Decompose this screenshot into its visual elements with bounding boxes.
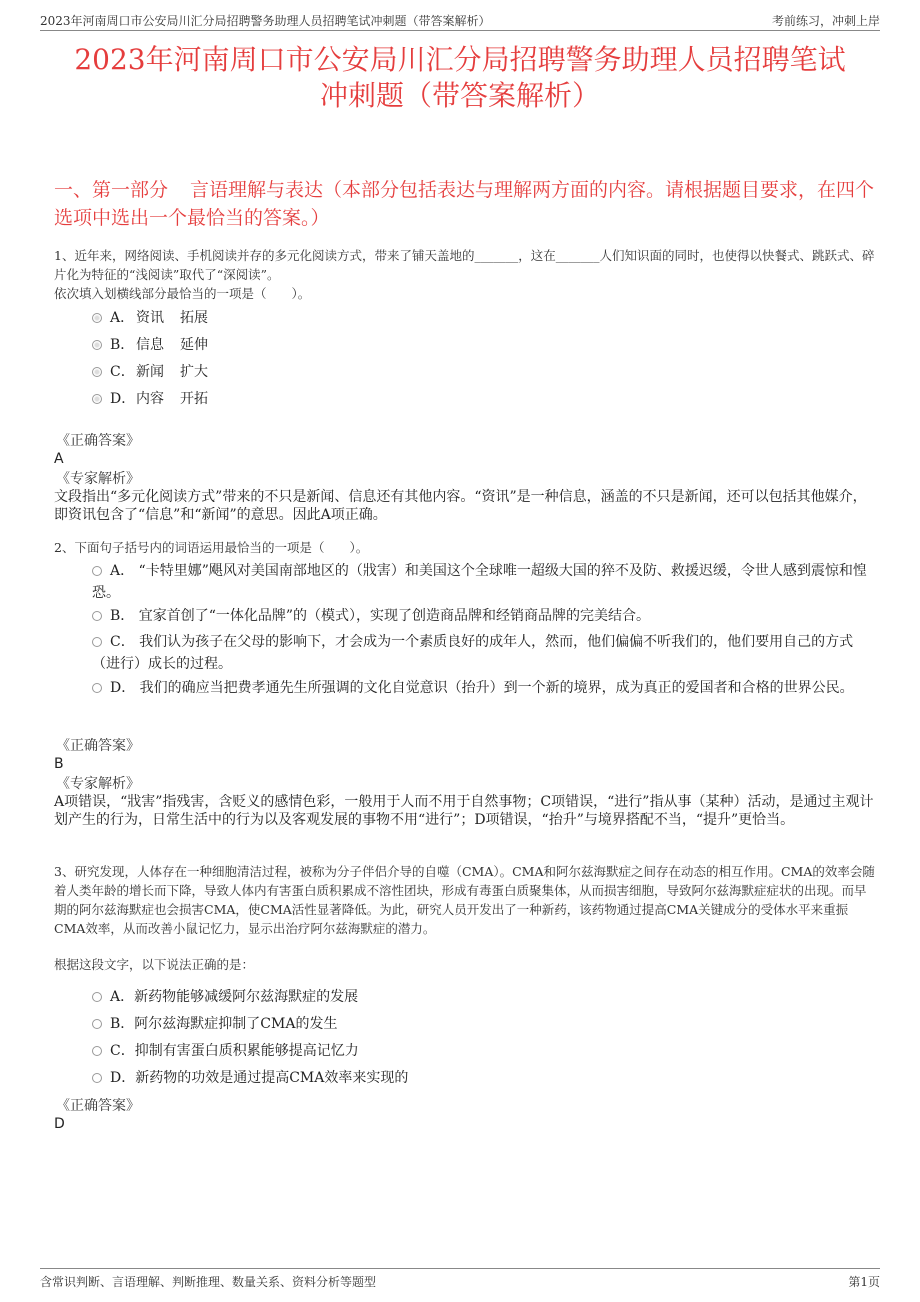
question-1-stem xyxy=(54,246,876,303)
q1-answer-label: 《正确答案》 xyxy=(56,433,140,449)
option-word-2: 拓展 xyxy=(180,310,208,326)
option-key: D． xyxy=(110,391,136,407)
page-header xyxy=(40,8,880,31)
title-line-2: 冲刺题（带答案解析） xyxy=(319,79,600,112)
option-key: A． xyxy=(110,310,135,326)
page-title xyxy=(40,42,880,114)
option-word-1: 内容 xyxy=(136,391,164,407)
q3-option-d[interactable] xyxy=(92,1067,876,1089)
q2-option-c[interactable] xyxy=(92,631,876,675)
q1-option-b[interactable] xyxy=(92,333,208,357)
radio-icon[interactable] xyxy=(92,1073,102,1083)
option-key: C． xyxy=(110,364,135,380)
page-number: 第1页 xyxy=(848,1275,880,1289)
q2-analysis-label: 《专家解析》 xyxy=(56,776,140,792)
option-text: C． 我们认为孩子在父母的影响下，才会成为一个素质良好的成年人，然而，他们偏偏不听我们的，他们要用自己的方式（进行）成长的过程。 xyxy=(92,634,854,672)
option-text: B．阿尔兹海默症抑制了CMA的发生 xyxy=(110,1016,338,1032)
radio-icon[interactable] xyxy=(92,1046,102,1056)
q1-analysis: 文段指出“多元化阅读方式”带来的不只是新闻、信息还有其他内容。“资讯”是一种信息，涵盖的不只是新闻，还可以包括其他媒介，即资讯包含了“信息”和“新闻”的意思。因此A项正确。 xyxy=(54,489,867,523)
q1-prompt: 依次填入划横线部分最恰当的一项是（ ）。 xyxy=(54,286,311,301)
q3-prompt: 根据这段文字，以下说法正确的是： xyxy=(54,957,255,972)
option-word-2: 扩大 xyxy=(180,364,208,380)
q1-option-c[interactable] xyxy=(92,360,208,384)
option-key: B． xyxy=(110,337,135,353)
q2-option-a[interactable] xyxy=(92,560,876,604)
radio-icon[interactable] xyxy=(92,367,102,377)
q2-option-b[interactable] xyxy=(92,605,876,627)
option-text: C．抑制有害蛋白质积累能够提高记忆力 xyxy=(110,1043,359,1059)
q3-option-a[interactable] xyxy=(92,986,876,1008)
section-heading xyxy=(54,176,876,232)
header-doc-title: 2023年河南周口市公安局川汇分局招聘警务助理人员招聘笔试冲刺题（带答案解析） xyxy=(40,14,491,28)
q2-option-d[interactable] xyxy=(92,677,876,699)
header-slogan: 考前练习，冲刺上岸 xyxy=(771,14,880,28)
radio-icon[interactable] xyxy=(92,394,102,404)
radio-icon[interactable] xyxy=(92,637,102,647)
q1-option-a[interactable] xyxy=(92,306,208,330)
option-word-2: 延伸 xyxy=(180,337,208,353)
option-word-1: 新闻 xyxy=(136,364,164,380)
page-footer xyxy=(40,1268,880,1291)
q3-answer: D xyxy=(54,1116,65,1132)
radio-icon[interactable] xyxy=(92,566,102,576)
section-part: 一、第一部分 xyxy=(54,179,169,201)
q2-answer: B xyxy=(54,756,64,772)
option-text: B． 宜家首创了“一体化品牌”的（模式），实现了创造商品牌和经销商品牌的完美结合。 xyxy=(110,608,651,624)
option-text: D． 我们的确应当把费孝通先生所强调的文化自觉意识（抬升）到一个新的境界，成为真正的爱国者和合格的世界公民。 xyxy=(110,680,854,696)
q3-option-c[interactable] xyxy=(92,1040,876,1062)
q2-answer-label: 《正确答案》 xyxy=(56,738,140,754)
q2-analysis: A项错误，“戕害”指残害，含贬义的感情色彩，一般用于人而不用于自然事物；C项错误，“进行”指从事（某种）活动，是通过主观计划产生的行为，日常生活中的行为以及客观发展的事物不用“进行”；D项错误，“抬升”与境界搭配不当，“提升”更恰当。 xyxy=(54,794,874,828)
option-word-1: 资讯 xyxy=(136,310,164,326)
option-text: A． “卡特里娜”飓风对美国南部地区的（戕害）和美国这个全球唯一超级大国的猝不及防、救援迟缓，令世人感到震惊和惶恐。 xyxy=(92,563,867,601)
question-2-stem: 2、下面句子括号内的词语运用最恰当的一项是（ ）。 xyxy=(54,540,369,555)
radio-icon[interactable] xyxy=(92,992,102,1002)
q1-analysis-label: 《专家解析》 xyxy=(56,471,140,487)
title-line-1: 2023年河南周口市公安局川汇分局招聘警务助理人员招聘笔试 xyxy=(74,43,846,76)
option-text: A．新药物能够减缓阿尔兹海默症的发展 xyxy=(110,989,359,1005)
radio-icon[interactable] xyxy=(92,1019,102,1029)
footer-note: 含常识判断、言语理解、判断推理、数量关系、资料分析等题型 xyxy=(40,1275,377,1289)
q1-answer: A xyxy=(54,451,64,467)
option-word-2: 开拓 xyxy=(180,391,208,407)
q3-answer-label: 《正确答案》 xyxy=(56,1098,140,1114)
q1-stem-text: 1、近年来，网络阅读、手机阅读并存的多元化阅读方式，带来了铺天盖地的_______，这在_______人们知识面的同时，也使得以快餐式、跳跃式、碎片化为特征的“浅阅读”取代了“深阅读”。 xyxy=(54,248,875,282)
option-text: D．新药物的功效是通过提高CMA效率来实现的 xyxy=(110,1070,409,1086)
radio-icon[interactable] xyxy=(92,313,102,323)
q3-option-b[interactable] xyxy=(92,1013,876,1035)
q1-option-d[interactable] xyxy=(92,387,208,411)
question-3-stem: 3、研究发现，人体存在一种细胞清洁过程，被称为分子伴侣介导的自噬（CMA）。CMA和阿尔兹海默症之间存在动态的相互作用。CMA的效率会随着人类年龄的增长而下降，导致人体内有害蛋白质积累成不溶性团块，形成有毒蛋白质聚集体，从而损害细胞，导致阿尔兹海默症症状的出现。而早期的阿尔兹海默症也会损害CMA，使CMA活性显著降低。为此，研究人员开发出了一种新药，该药物通过提高CMA关键成分的受体水平来重振CMA效率，从而改善小鼠记忆力，显示出治疗阿尔兹海默症的潜力。 xyxy=(54,864,875,936)
option-word-1: 信息 xyxy=(136,337,164,353)
radio-icon[interactable] xyxy=(92,683,102,693)
radio-icon[interactable] xyxy=(92,611,102,621)
section-desc: 言语理解与表达（本部分包括表达与理解两方面的内容。请根据题目要求，在四个选项中选出一个最恰当的答案。） xyxy=(54,179,875,229)
radio-icon[interactable] xyxy=(92,340,102,350)
